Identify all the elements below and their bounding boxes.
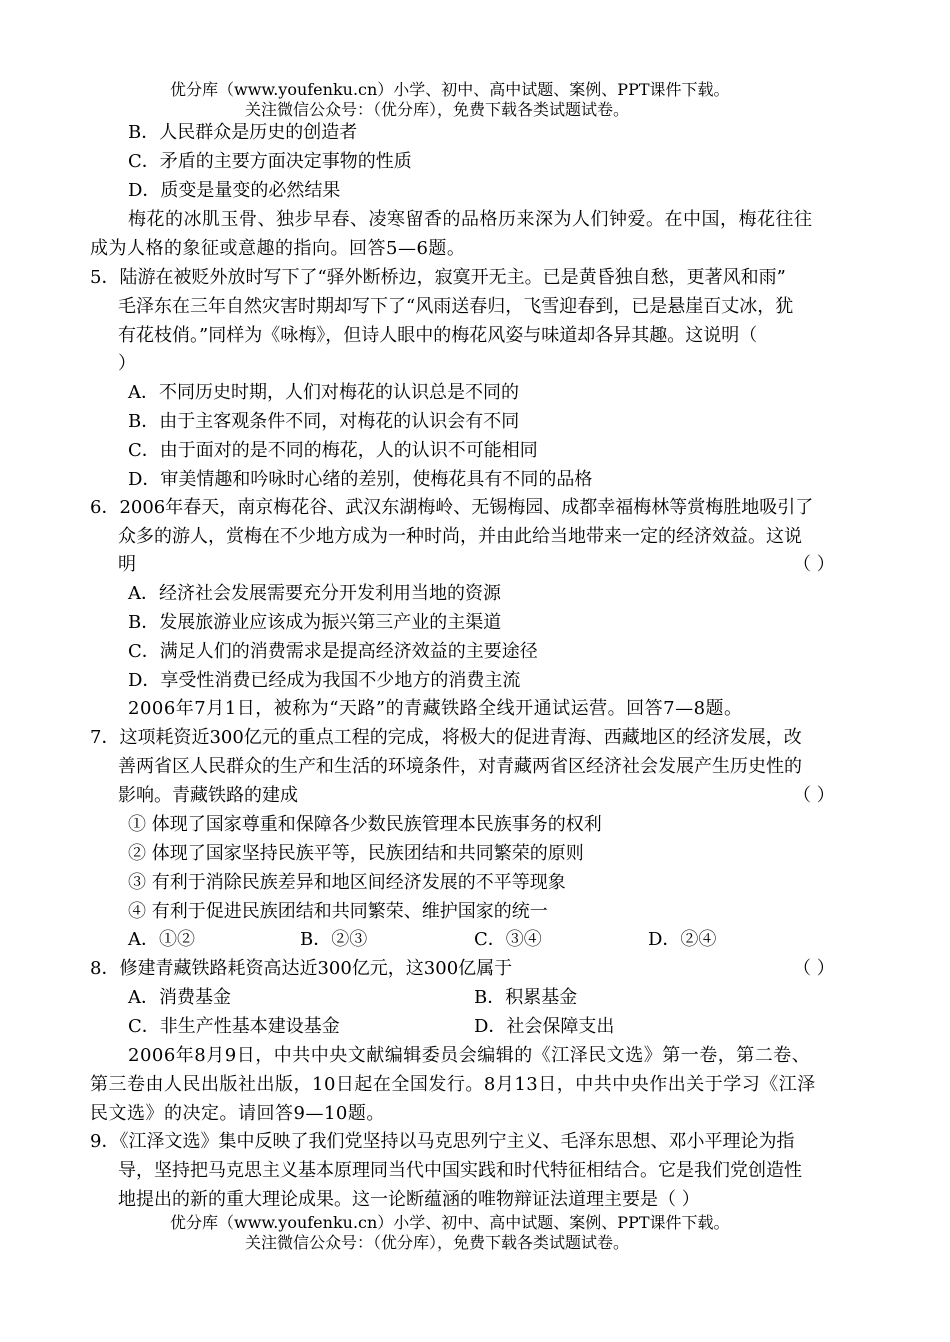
question-7-statement-1: ① 体现了国家尊重和保障各少数民族管理本民族事务的权利 (128, 814, 602, 835)
question-8-option-d: D．社会保障支出 (474, 1016, 615, 1037)
question-6-option-b: B．发展旅游业应该成为振兴第三产业的主渠道 (128, 612, 502, 633)
question-8-option-c: C．非生产性基本建设基金 (128, 1016, 340, 1037)
question-5-line-4: ） (118, 353, 136, 374)
footer-line-1: 优分库（www.youfenku.cn）小学、初中、高中试题、案例、PPT课件下载。 (170, 1213, 730, 1232)
question-7-option-b: B．②③ (300, 929, 368, 950)
question-8-line-1: 8．修建青藏铁路耗资高达近300亿元，这300亿属于 (90, 958, 513, 979)
question-6-option-c: C．满足人们的消费需求是提高经济效益的主要途径 (128, 641, 538, 662)
question-7-statement-3: ③ 有利于消除民族差异和地区间经济发展的不平等现象 (128, 872, 566, 893)
question-5-line-3: 有花枝俏。”同样为《咏梅》，但诗人眼中的梅花风姿与味道却各异其趣。这说明（ (118, 325, 758, 346)
question-7-line-3: 影响。青藏铁路的建成 (118, 785, 298, 806)
question-5-option-a: A．不同历史时期，人们对梅花的认识总是不同的 (128, 382, 519, 403)
question-7-line-1: 7．这项耗资近300亿元的重点工程的完成，将极大的促进青海、西藏地区的经济发展，改 (90, 727, 802, 748)
intro-5-6-line-2: 成为人格的象征或意趣的指向。回答5—6题。 (90, 238, 466, 259)
question-5-option-d: D．审美情趣和吟咏时心绪的差别，使梅花具有不同的品格 (128, 469, 593, 490)
question-5-option-c: C．由于面对的是不同的梅花，人的认识不可能相同 (128, 440, 538, 461)
question-7-option-d: D．②④ (648, 929, 717, 950)
question-6-line-3: 明 (118, 554, 136, 575)
question-7-statement-4: ④ 有利于促进民族团结和共同繁荣、维护国家的统一 (128, 901, 548, 922)
question-5-option-b: B．由于主客观条件不同，对梅花的认识会有不同 (128, 411, 520, 432)
intro-9-10-line-1: 2006年8月9日，中共中央文献编辑委员会编辑的《江泽民文选》第一卷，第二卷、 (128, 1045, 811, 1066)
question-7-option-a: A．①② (128, 929, 195, 950)
question-5-line-1: 5．陆游在被贬外放时写下了“驿外断桥边，寂寞开无主。已是黄昏独自愁，更著风和雨” (90, 267, 786, 288)
option-b: B．人民群众是历史的创造者 (128, 122, 358, 143)
question-7-line-2: 善两省区人民群众的生产和生活的环境条件，对青藏两省区经济社会发展产生历史性的 (118, 756, 802, 777)
question-8-answer-paren: （ ） (793, 958, 835, 979)
question-6-option-a: A．经济社会发展需要充分开发利用当地的资源 (128, 583, 501, 604)
option-d: D．质变是量变的必然结果 (128, 180, 341, 201)
question-9-line-2: 导，坚持把马克思主义基本原理同当代中国实践和时代特征相结合。它是我们党创造性 (118, 1160, 802, 1181)
intro-9-10-line-3: 民文选》的决定。请回答9—10题。 (90, 1103, 385, 1124)
question-6-line-2: 众多的游人，赏梅在不少地方成为一种时尚，并由此给当地带来一定的经济效益。这说 (118, 526, 802, 547)
question-7-option-c: C．③④ (474, 929, 542, 950)
question-8-option-b: B．积累基金 (474, 987, 578, 1008)
option-c: C．矛盾的主要方面决定事物的性质 (128, 151, 412, 172)
intro-9-10-line-2: 第三卷由人民出版社出版，10日起在全国发行。8月13日，中共中央作出关于学习《江泽 (90, 1074, 816, 1095)
question-9-line-3: 地提出的新的重大理论成果。这一论断蕴涵的唯物辩证法道理主要是（ ） (118, 1189, 700, 1210)
question-9-line-1: 9．《江泽文选》集中反映了我们党坚持以马克思列宁主义、毛泽东思想、邓小平理论为指 (90, 1131, 795, 1152)
header-line-2: 关注微信公众号：（优分库），免费下载各类试题试卷。 (245, 100, 630, 119)
question-6-line-1: 6．2006年春天，南京梅花谷、武汉东湖梅岭、无锡梅园、成都幸福梅林等赏梅胜地吸引了 (90, 497, 814, 518)
question-6-option-d: D．享受性消费已经成为我国不少地方的消费主流 (128, 670, 521, 691)
header-line-1: 优分库（www.youfenku.cn）小学、初中、高中试题、案例、PPT课件下载。 (170, 80, 730, 99)
intro-7-8: 2006年7月1日，被称为“天路”的青藏铁路全线开通试运营。回答7—8题。 (128, 698, 743, 719)
intro-5-6-line-1: 梅花的冰肌玉骨、独步早春、凌寒留香的品格历来深为人们钟爱。在中国，梅花往往 (128, 209, 813, 230)
footer-line-2: 关注微信公众号：（优分库），免费下载各类试题试卷。 (245, 1233, 630, 1252)
question-7-statement-2: ② 体现了国家坚持民族平等，民族团结和共同繁荣的原则 (128, 843, 584, 864)
question-5-line-2: 毛泽东在三年自然灾害时期却写下了“风雨送春归，飞雪迎春到，已是悬崖百丈冰，犹 (118, 296, 794, 317)
question-8-option-a: A．消费基金 (128, 987, 231, 1008)
question-7-answer-paren: （ ） (793, 785, 835, 806)
question-6-answer-paren: （ ） (793, 554, 835, 575)
